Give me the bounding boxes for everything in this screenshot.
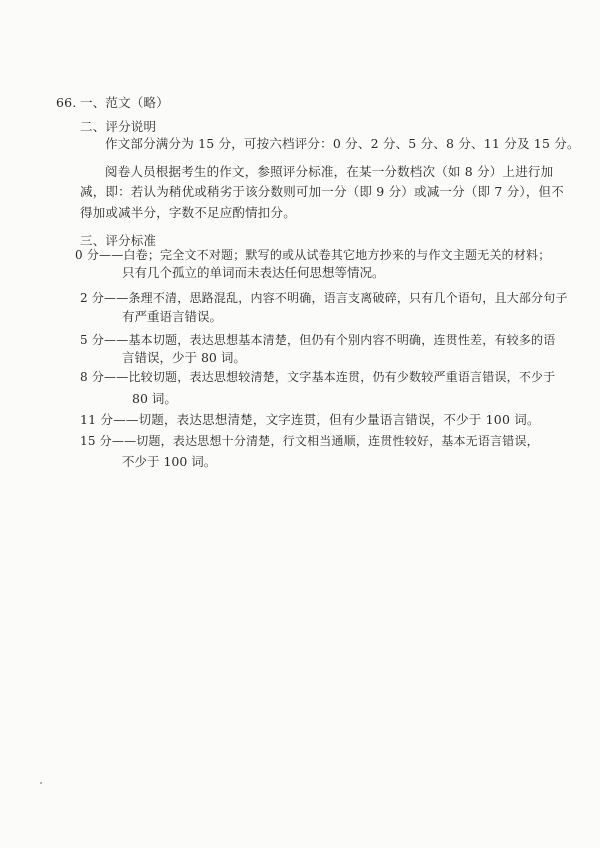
criteria-level-15-line2: 不少于 100 词。: [122, 454, 217, 469]
scoring-notes-para1: 作文部分满分为 15 分，可按六档评分：0 分、2 分、5 分、8 分、11 分及 15 分。: [105, 136, 580, 151]
criteria-level-0-line2: 只有几个孤立的单词而未表达任何思想等情况。: [122, 265, 385, 280]
criteria-level-5-line1: 5 分——基本切题，表达思想基本清楚，但仍有个别内容不明确，连贯性差，有较多的语: [80, 333, 556, 347]
criteria-level-8-line2: 80 词。: [132, 391, 177, 406]
section-heading-criteria: 三、评分标准: [80, 233, 157, 248]
section-model-essay: 一、范文（略）: [80, 95, 169, 110]
scoring-notes-para2-line2: 减，即：若认为稍优或稍劣于该分数则可加一分（即 9 分）或减一分（即 7 分），但不: [80, 184, 564, 199]
criteria-level-2-line2: 有严重语言错误。: [122, 309, 223, 324]
scoring-notes-para2-line1: 阅卷人员根据考生的作文，参照评分标准，在某一分数档次（如 8 分）上进行加: [105, 164, 554, 179]
scoring-notes-para2-line3: 得加或减半分，字数不足应酌情扣分。: [80, 205, 296, 220]
criteria-level-2-line1: 2 分——条理不清，思路混乱，内容不明确，语言支离破碎，只有几个语句，且大部分句子: [80, 291, 568, 305]
criteria-level-8-line1: 8 分——比较切题，表达思想较清楚，文字基本连贯，仍有少数较严重语言错误，不少于: [80, 370, 556, 384]
question-number: 66.: [56, 95, 77, 110]
criteria-level-15-line1: 15 分——切题，表达思想十分清楚，行文相当通顺，连贯性较好，基本无语言错误，: [80, 434, 539, 448]
criteria-level-11-line1: 11 分——切题，表达思想清楚，文字连贯，但有少量语言错误，不少于 100 词。: [80, 412, 540, 427]
criteria-level-5-line2: 言错误，少于 80 词。: [122, 350, 246, 365]
scan-speck: [40, 782, 42, 784]
criteria-level-0-line1: 0 分——白卷；完全文不对题；默写的或从试卷其它地方抄来的与作文主题无关的材料；: [75, 248, 551, 262]
section-heading-scoring-notes: 二、评分说明: [80, 119, 157, 134]
